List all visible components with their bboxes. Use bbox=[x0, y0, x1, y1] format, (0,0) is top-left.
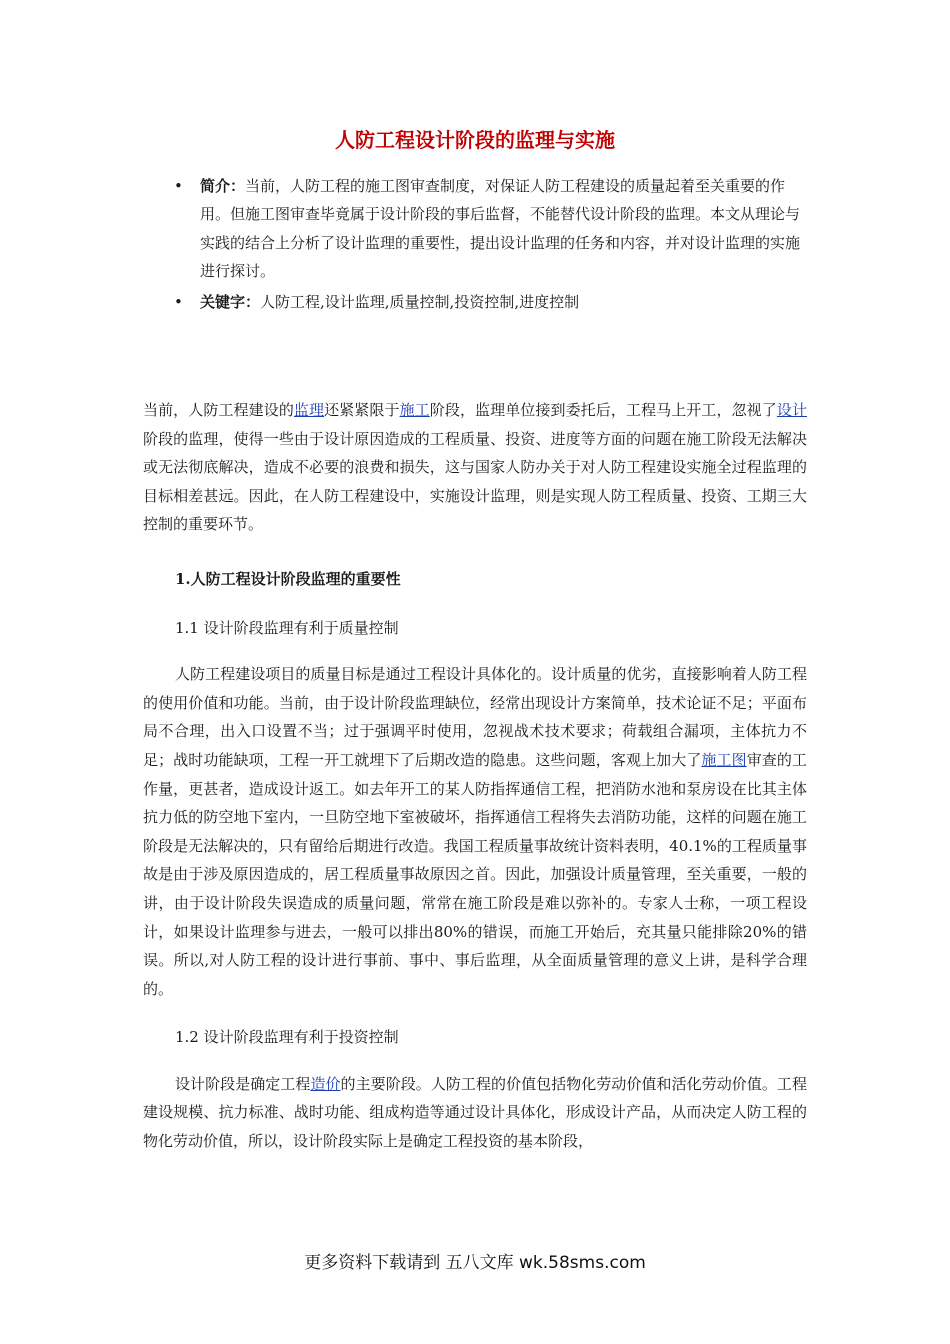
text: 阶段的监理，使得一些由于设计原因造成的工程质量、投资、进度等方面的问题在施工阶段无法解决或无法彻底解决，造成不必要的浪费和损失，这与国家人防办关于对人防工程建设实施全过程监理的目标相差甚远。因此，在人防工程建设中，实施设计监理，则是实现人防工程质量、投资、工期三大控制的重要环节。 bbox=[143, 429, 807, 534]
link-jianli[interactable]: 监理 bbox=[293, 401, 325, 419]
keywords-text: 人防工程,设计监理,质量控制,投资控制,进度控制 bbox=[260, 292, 580, 311]
link-sheji[interactable]: 设计 bbox=[776, 401, 807, 419]
article-body bbox=[143, 396, 807, 1156]
subsection-heading-1-2: 1.2 设计阶段监理有利于投资控制 bbox=[175, 1028, 399, 1047]
paragraph-quality bbox=[143, 660, 807, 1003]
text: 审查的工作量，更甚者，造成设计返工。如去年开工的某人防指挥通信工程，把消防水池和泵房设在比其主体抗力低的防空地下室内，一旦防空地下室被破坏，指挥通信工程将失去消防功能，这样的问题在施工阶段是无法解决的，只有留给后期进行改造。我国工程质量事故统计资料表明，40.1%的工程质量事故是由于涉及原因造成的，居工程质量事故原因之首。因此，加强设计质量管理，至关重要，一般的讲，由于设计阶段失误造成的质量问题，常常在施工阶段是难以弥补的。专家人士称，一项工程设计，如果设计监理参与进去，一般可以排出80%的错误，而施工开始后，充其量只能排除20%的错误。所以,对人防工程的设计进行事前、事中、事后监理，从全面质量管理的意义上讲，是科学合理的。 bbox=[143, 750, 807, 998]
article bbox=[143, 118, 807, 316]
subsection-heading-1-1: 1.1 设计阶段监理有利于质量控制 bbox=[175, 618, 399, 637]
paragraph-intro bbox=[143, 396, 807, 539]
bullet-icon: • bbox=[174, 177, 183, 195]
text: 的主要阶段。人防工程的价值包括物化劳动价值和活化劳动价值。工程建设规模、抗力标准、战时功能、组成构造等通过设计具体化，形成设计产品，从而决定人防工程的物化劳动价值，所以，设计阶段实际上是确定工程投资的基本阶段， bbox=[143, 1074, 807, 1151]
link-zaojia[interactable]: 造价 bbox=[310, 1074, 341, 1093]
section-heading: 1.人防工程设计阶段监理的重要性 bbox=[175, 569, 401, 588]
intro-label: 简介： bbox=[200, 177, 246, 195]
footer-text: 更多资料下载请到 五八文库 wk.58sms.com bbox=[304, 1253, 646, 1273]
summary-list bbox=[143, 172, 807, 316]
intro-text: 当前，人防工程的施工图审查制度，对保证人防工程建设的质量起着至关重要的作用。但施工图审查毕竟属于设计阶段的事后监督，不能替代设计阶段的监理。本文从理论与实践的结合上分析了设计监理的重要性，提出设计监理的任务和内容，并对设计监理的实施进行探讨。 bbox=[200, 177, 801, 281]
link-shigong[interactable]: 施工 bbox=[399, 401, 430, 419]
bullet-icon: • bbox=[174, 292, 183, 311]
text: 阶段，监理单位接到委托后，工程马上开工，忽视了 bbox=[429, 401, 777, 419]
summary-intro bbox=[174, 172, 807, 286]
summary-keywords bbox=[174, 288, 807, 316]
link-shigongtu[interactable]: 施工图 bbox=[701, 750, 747, 769]
page-title: 人防工程设计阶段的监理与实施 bbox=[335, 128, 615, 152]
paragraph-investment bbox=[143, 1070, 807, 1156]
keywords-label: 关键字： bbox=[200, 292, 261, 311]
text: 设计阶段是确定工程 bbox=[175, 1074, 311, 1093]
text: 人防工程建设项目的质量目标是通过工程设计具体化的。设计质量的优劣，直接影响着人防工程的使用价值和功能。当前，由于设计阶段监理缺位，经常出现设计方案简单，技术论证不足；平面布局不合理，出入口设置不当；过于强调平时使用，忽视战术技术要求；荷载组合漏项，主体抗力不足；战时功能缺项，工程一开工就埋下了后期改造的隐患。这些问题，客观上加大了 bbox=[143, 665, 807, 769]
text: 当前，人防工程建设的 bbox=[143, 401, 294, 419]
text: 还紧紧限于 bbox=[324, 401, 400, 419]
